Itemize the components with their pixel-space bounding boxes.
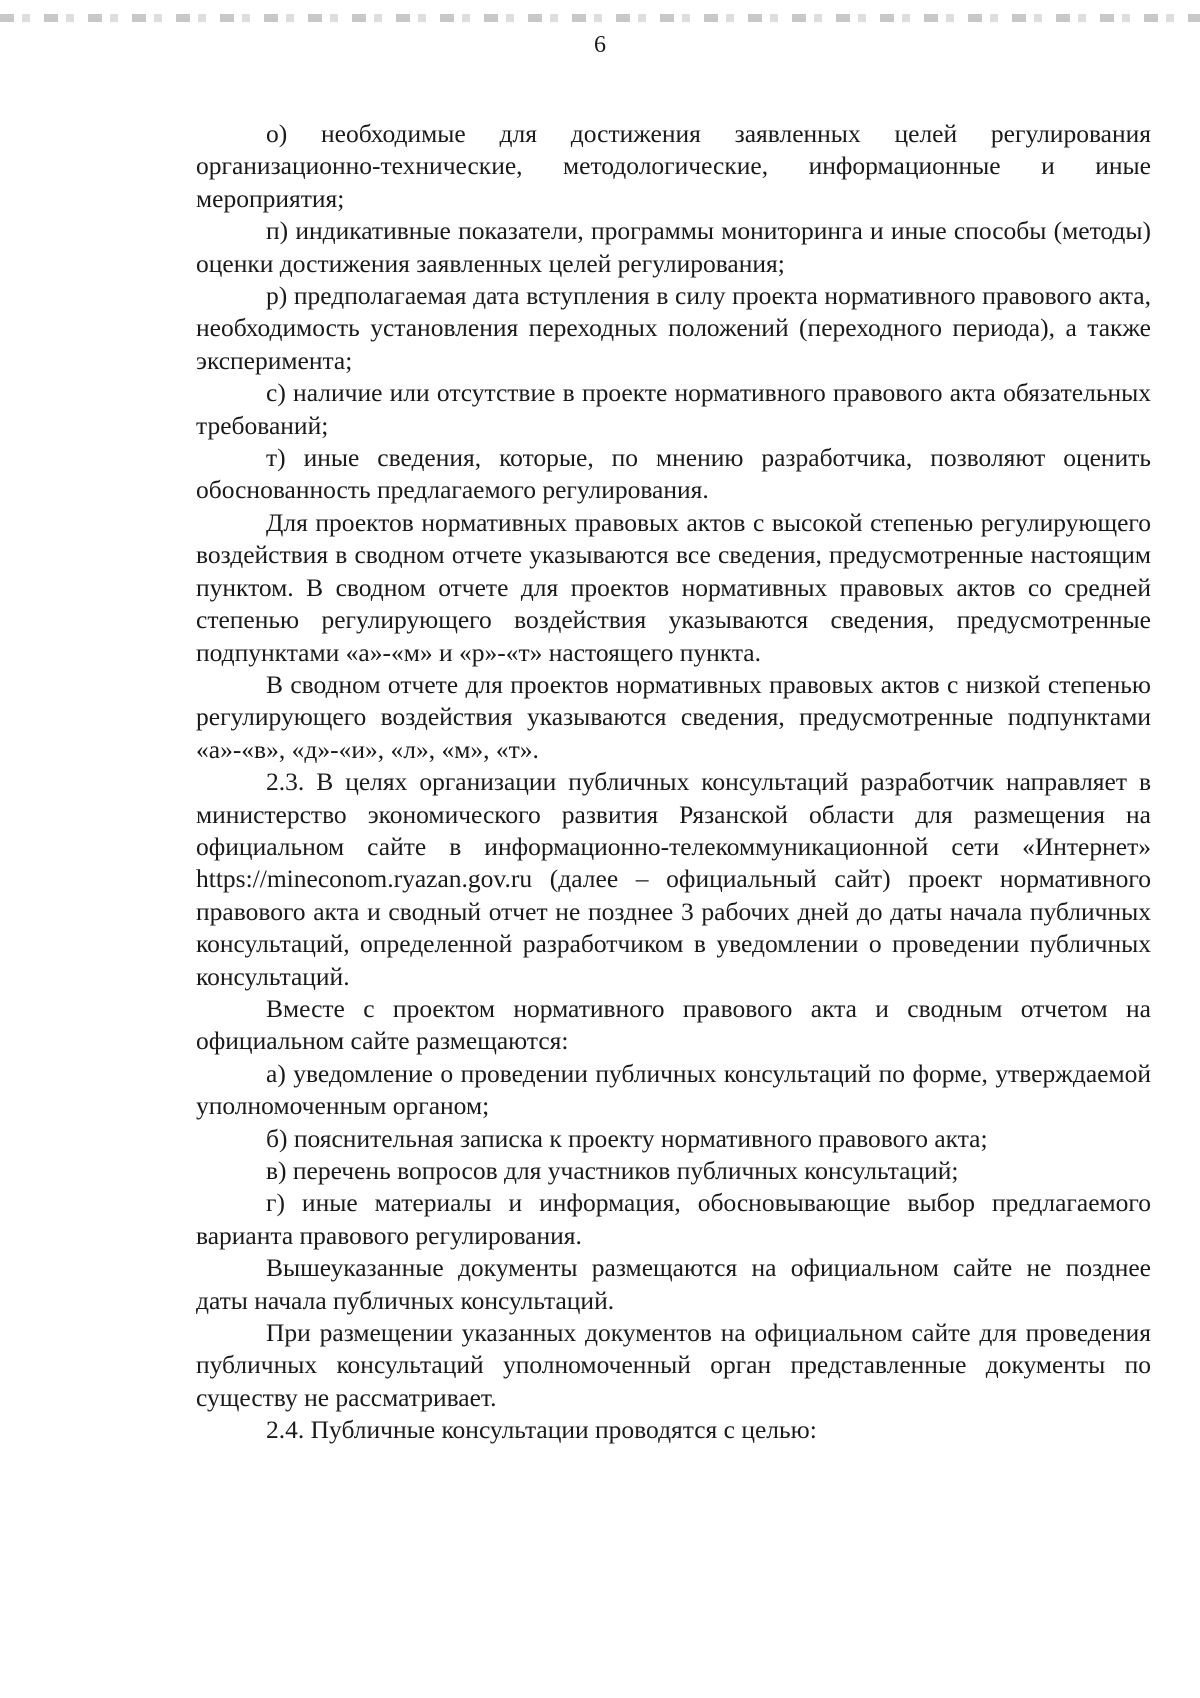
paragraph-item-s: с) наличие или отсутствие в проекте нормативного правового акта обязательных требований; (196, 378, 1151, 440)
page-number: 6 (594, 32, 606, 58)
list-item-g: г) иные материалы и информация, обосновывающие выбор предлагаемого варианта правового регулирования. (196, 1188, 1151, 1250)
paragraph-item-o: о) необходимые для достижения заявленных целей регулирования организационно-технические, методологические, информационные и иные мероприятия; (196, 119, 1151, 213)
paragraph-item-r: р) предполагаемая дата вступления в силу проекта нормативного правового акта, необходимость установления переходных положений (переходного периода), а также эксперимента; (196, 281, 1151, 375)
paragraph-high-impact: Для проектов нормативных правовых актов с высокой степенью регулирующего воздействия в сводном отчете указываются все сведения, предусмотренные настоящим пунктом. В сводном отчете для проектов нормативных правовых актов со средней степенью регулирующего воздействия указываются сведения, предусмотренные подпунктами «а»-«м» и «р»-«т» настоящего пункта. (196, 507, 1151, 667)
paragraph-low-impact: В сводном отчете для проектов нормативных правовых актов с низкой степенью регулирующего воздействия указываются сведения, предусмотренные подпунктами «а»-«в», «д»-«и», «л», «м», «т». (196, 669, 1151, 764)
paragraph-no-review: При размещении указанных документов на официальном сайте для проведения публичных консультаций уполномоченный орган представленные документы по существу не рассматривает. (196, 1318, 1151, 1412)
list-item-b: б) пояснительная записка к проекту нормативного правового акта; (266, 1123, 988, 1153)
paragraph-section-2-4: 2.4. Публичные консультации проводятся с целью: (266, 1415, 817, 1445)
list-item-a: а) уведомление о проведении публичных консультаций по форме, утверждаемой уполномоченным органом; (196, 1058, 1151, 1121)
paragraph-item-p: п) индикативные показатели, программы мониторинга и иные способы (методы) оценки достижения заявленных целей регулирования; (196, 216, 1151, 278)
list-item-v: в) перечень вопросов для участников публичных консультаций; (266, 1156, 959, 1185)
paragraph-placed-together: Вместе с проектом нормативного правового акта и сводным отчетом на официальном сайте размещаются: (196, 993, 1151, 1056)
scan-edge-artifact (0, 14, 1200, 22)
paragraph-item-t: т) иные сведения, которые, по мнению разработчика, позволяют оценить обоснованность предлагаемого регулирования. (196, 443, 1151, 505)
document-body (196, 118, 1151, 1447)
paragraph-placement-deadline: Вышеуказанные документы размещаются на официальном сайте не позднее даты начала публичных консультаций. (196, 1253, 1151, 1315)
paragraph-section-2-3: 2.3. В целях организации публичных консультаций разработчик направляет в министерство экономического развития Рязанской области для размещения на официальном сайте в информационно-телекоммуникационной сети «Интернет» https://mineconom.ryazan.gov.ru (далее – официальный сайт) проект нормативного правового акта и сводный отчет не позднее 3 рабочих дней до даты начала публичных консультаций, определенной разработчиком в уведомлении о проведении публичных консультаций. (196, 767, 1151, 991)
